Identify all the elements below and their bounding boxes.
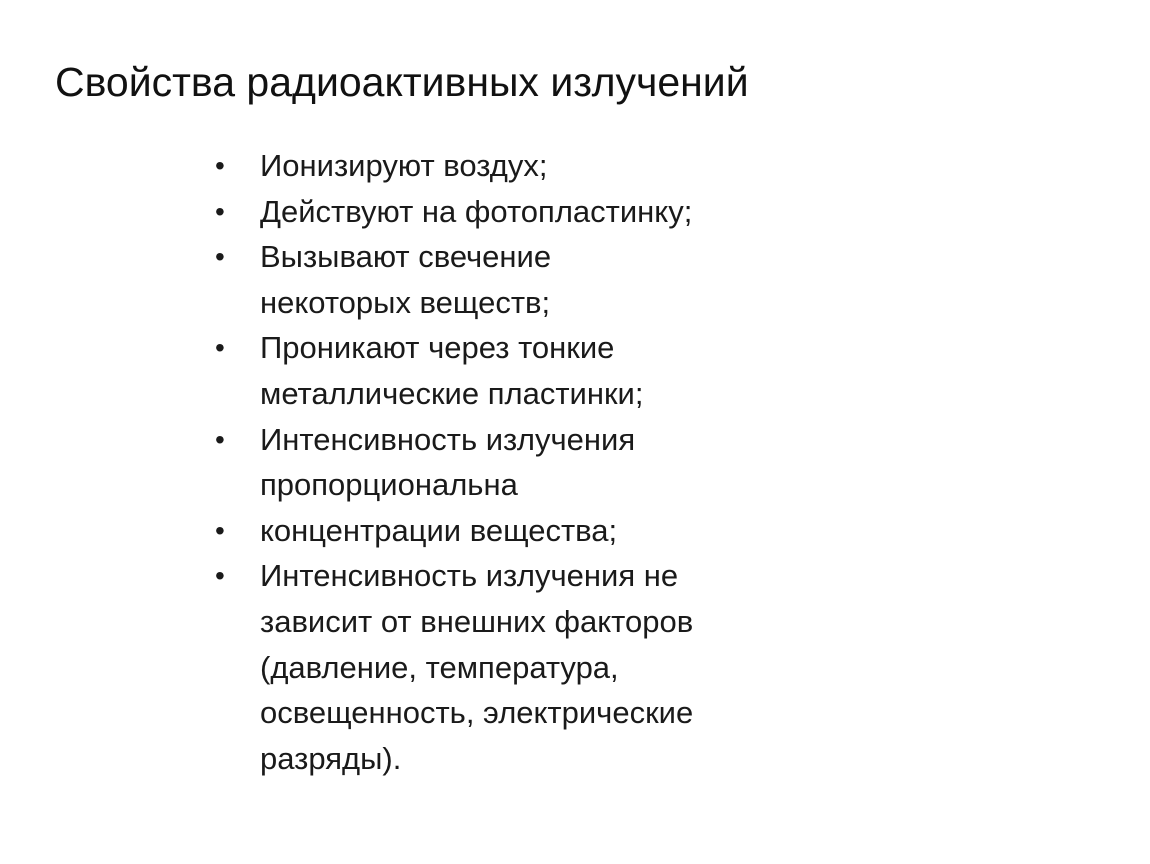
list-item-line: пропорциональна (260, 467, 518, 503)
list-item-line: концентрации вещества; (260, 512, 618, 548)
list-item-line: Ионизируют воздух; (260, 148, 548, 183)
list-item-line: металлические пластинки; (260, 375, 644, 411)
list-item (210, 325, 770, 416)
list-item-line: некоторых веществ; (260, 284, 551, 320)
list-item (210, 189, 770, 235)
list-item-line: Проникают через тонкие (260, 330, 615, 366)
slide-title: Свойства радиоактивных излучений (55, 59, 749, 105)
list-item-line: Интенсивность излучения (260, 421, 636, 457)
bullet-icon: • (215, 560, 225, 592)
list-item (210, 553, 770, 781)
list-item-line: Вызывают свечение (260, 239, 552, 275)
list-item-line: освещенность, электрические (260, 695, 694, 731)
bullet-icon: • (215, 514, 225, 546)
bullet-icon: • (215, 195, 225, 227)
list-item-line: Интенсивность излучения не (260, 558, 679, 594)
list-item-line: зависит от внешних факторов (260, 603, 694, 639)
bullet-icon: • (215, 332, 225, 364)
list-item-line: Действуют на фотопластинку; (260, 193, 693, 229)
bullet-icon: • (215, 150, 225, 181)
bullet-icon: • (215, 423, 225, 455)
list-item (210, 417, 770, 508)
list-item (210, 143, 770, 189)
list-item (210, 508, 770, 554)
list-item (210, 234, 770, 325)
bullet-icon: • (215, 241, 225, 273)
bullet-list (210, 143, 770, 781)
list-item-line: разряды). (260, 740, 402, 776)
list-item-line: (давление, температура, (260, 649, 619, 685)
